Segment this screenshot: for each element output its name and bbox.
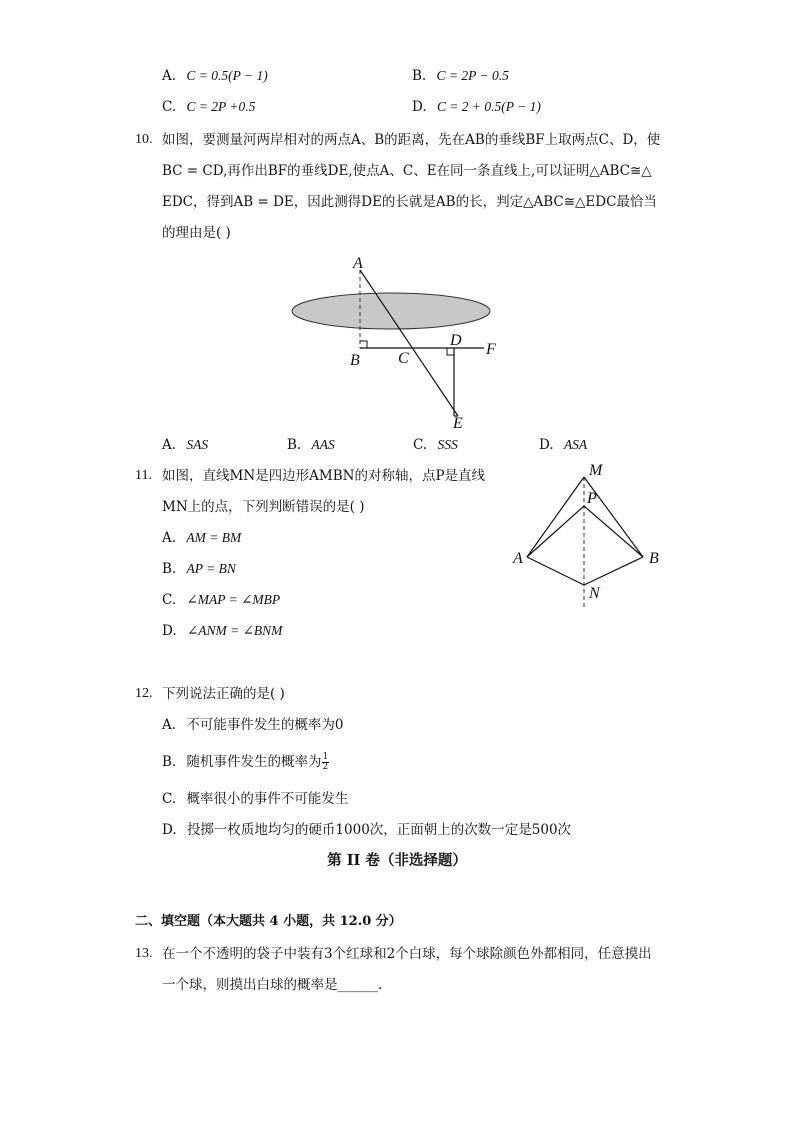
fraction-numerator: 1: [322, 752, 329, 762]
q11-stem-line-2: MN上的点，下列判断错误的是( ): [162, 499, 365, 515]
option-text: 随机事件发生的概率为: [186, 754, 322, 770]
q10-option-b: [287, 435, 335, 455]
label-e: E: [453, 415, 463, 432]
q12-option-c: [162, 789, 348, 809]
line-ma: [527, 477, 584, 557]
option-label: D.: [162, 623, 177, 639]
option-text: C = 2P +0.5: [186, 99, 256, 114]
q9-option-b: [412, 66, 509, 86]
label-n: N: [589, 585, 600, 602]
label-f: F: [486, 341, 496, 358]
section-2-heading: 二、填空题（本大题共 4 小题，共 12.0 分）: [135, 914, 402, 929]
q13-number: 13.: [135, 946, 153, 961]
option-label: B.: [287, 437, 302, 453]
q10-option-d: [539, 435, 587, 455]
q10-option-c: [413, 435, 458, 455]
q11-option-a: [162, 528, 241, 548]
q10-number: 10.: [135, 132, 153, 147]
label-b: B: [350, 352, 360, 369]
option-text: AM = BM: [186, 530, 242, 545]
q12-number: 12.: [135, 686, 153, 701]
option-label: D.: [162, 822, 177, 838]
option-label: C.: [162, 791, 177, 807]
q13-stem-line-1: 在一个不透明的袋子中装有3个红球和2个白球，每个球除颜色外都相同，任意摸出: [162, 946, 652, 962]
q12-option-a: [162, 715, 343, 735]
option-label: C.: [162, 99, 177, 115]
option-text: 概率很小的事件不可能发生: [186, 791, 349, 807]
q10-stem-line-1: 如图，要测量河两岸相对的两点A、B的距离，先在AB的垂线BF上取两点C、D，使: [162, 132, 661, 148]
option-label: A.: [162, 717, 177, 733]
label-c: C: [398, 350, 409, 367]
line-bp: [584, 506, 643, 557]
q11-option-d: [162, 621, 282, 641]
option-label: A.: [162, 437, 177, 453]
option-label: B.: [162, 754, 177, 770]
option-text: C = 2P − 0.5: [436, 68, 509, 83]
q10-stem-line-2: BC = CD,再作出BF的垂线DE,使点A、C、E在同一条直线上,可以证明△ABC≅△: [162, 163, 652, 179]
label-a: A: [513, 550, 523, 567]
option-text: C = 0.5(P − 1): [186, 68, 268, 83]
option-text: 投掷一枚质地均匀的硬币1000次，正面朝上的次数一定是500次: [186, 822, 572, 838]
label-m: M: [589, 462, 603, 479]
option-text: 不可能事件发生的概率为0: [186, 717, 344, 733]
option-text: ∠MAP = ∠MBP: [186, 592, 281, 607]
label-p: P: [587, 490, 597, 507]
q13-stem-line-2: 一个球，则摸出白球的概率是______.: [162, 977, 383, 993]
line-bn: [584, 557, 643, 585]
option-label: A.: [162, 530, 177, 546]
q10-river-figure: [280, 248, 520, 433]
option-label: C.: [413, 437, 428, 453]
line-an: [527, 557, 584, 585]
line-ae: [360, 270, 458, 416]
option-text: AAS: [311, 437, 335, 452]
fraction: [322, 753, 330, 772]
line-ap: [527, 506, 584, 557]
option-label: B.: [162, 561, 177, 577]
option-text: AP = BN: [186, 561, 236, 576]
q12-stem: 下列说法正确的是( ): [162, 686, 285, 702]
option-text: SAS: [186, 437, 209, 452]
option-label: B.: [412, 68, 427, 84]
line-mb: [584, 477, 643, 557]
q11-stem-line-1: 如图，直线MN是四边形AMBN的对称轴，点P是直线: [162, 468, 486, 484]
q10-stem-line-4: 的理由是( ): [162, 225, 231, 241]
label-a: A: [353, 255, 363, 272]
q11-option-b: [162, 559, 236, 579]
option-label: D.: [412, 99, 427, 115]
q11-option-c: [162, 590, 280, 610]
label-b: B: [649, 550, 659, 567]
option-text: ASA: [563, 437, 588, 452]
q9-option-a: [162, 66, 268, 86]
fraction-denominator: 2: [322, 762, 329, 772]
right-angle-d: [447, 348, 454, 355]
right-angle-b: [360, 341, 367, 348]
q12-option-d: [162, 820, 571, 840]
q10-stem-line-3: EDC，得到AB = DE，因此测得DE的长就是AB的长，判定△ABC≅△EDC最恰当: [162, 194, 657, 210]
option-label: C.: [162, 592, 177, 608]
option-label: D.: [539, 437, 554, 453]
q10-option-a: [162, 435, 208, 455]
river-shape: [292, 293, 490, 329]
option-label: A.: [162, 68, 177, 84]
q9-option-d: [412, 97, 541, 117]
q11-number: 11.: [135, 468, 152, 483]
option-text: C = 2 + 0.5(P − 1): [436, 99, 541, 114]
q9-option-c: [162, 97, 255, 117]
part-2-title: 第 II 卷（非选择题）: [327, 852, 467, 869]
option-text: ∠ANM = ∠BNM: [186, 623, 283, 638]
q11-kite-figure: [505, 455, 675, 615]
option-text: SSS: [437, 437, 458, 452]
label-d: D: [450, 332, 462, 349]
q12-option-b: [162, 752, 329, 772]
